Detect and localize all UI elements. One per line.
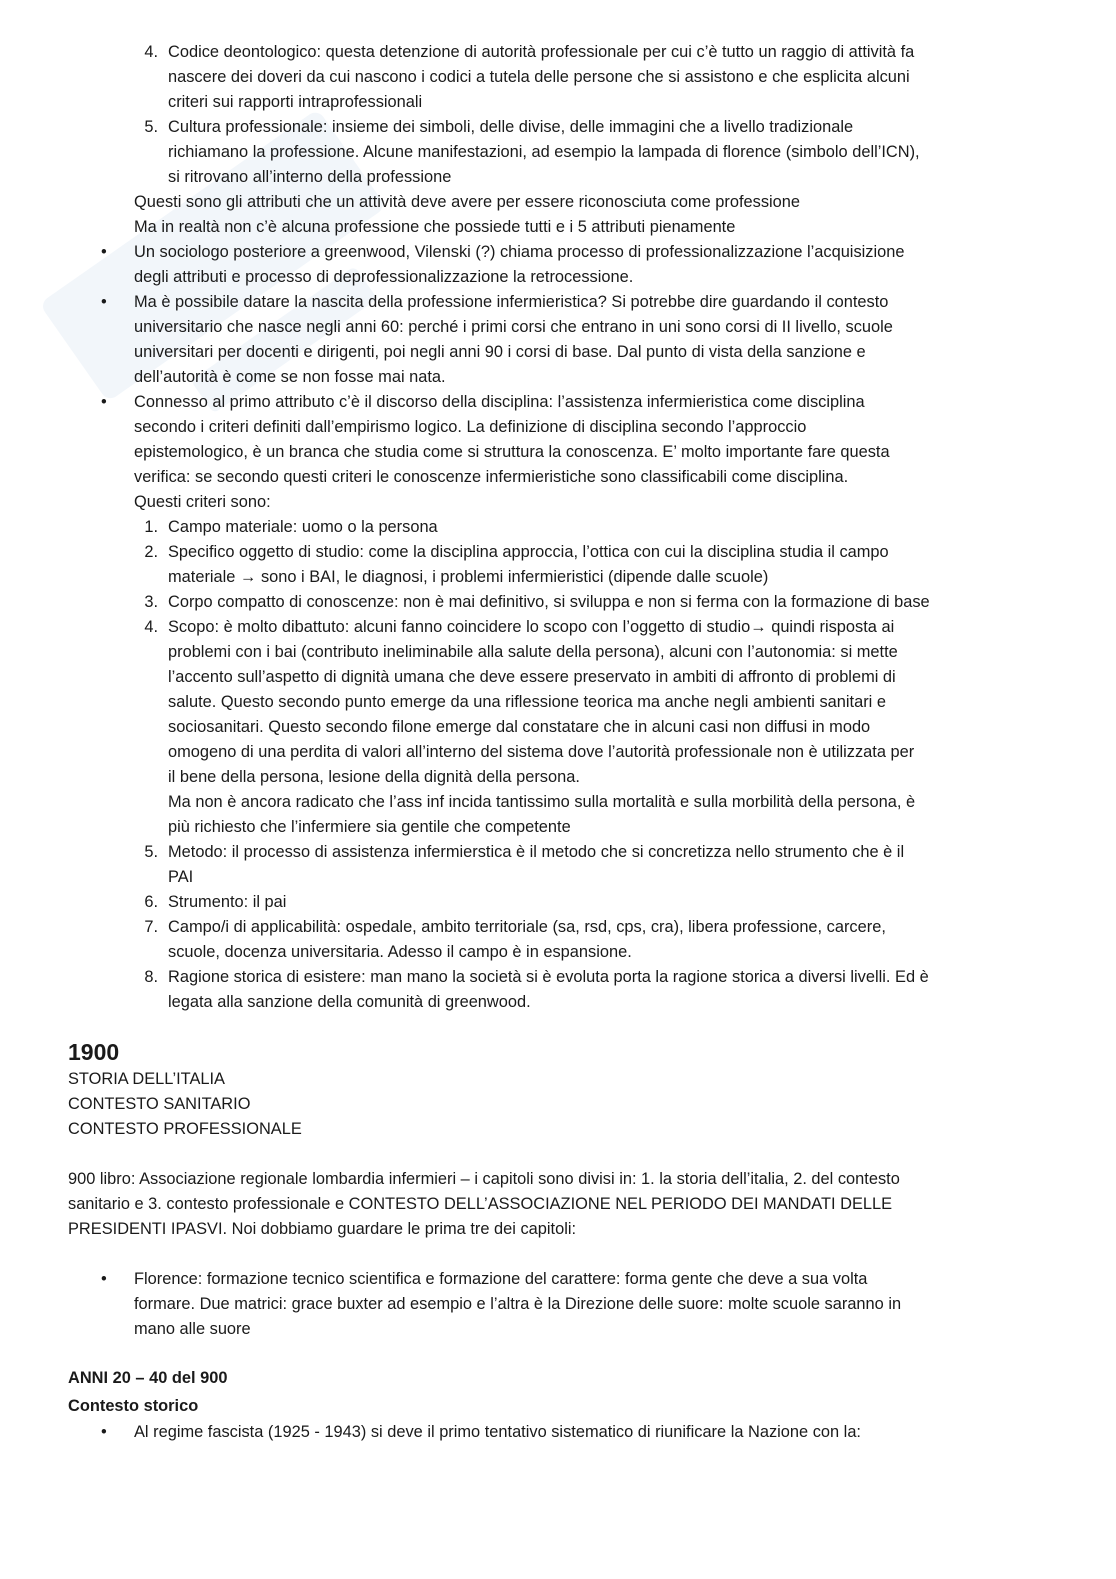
text-line: sociosanitari. Questo secondo filone emerge dal constatare che in alcuni casi non diffusi in modo	[168, 718, 871, 736]
bullet-dot-icon: •	[101, 243, 107, 261]
text-line: Cultura professionale: insieme dei simboli, delle divise, delle immagini che a livello tradizionale	[168, 118, 854, 136]
text-line: Questi sono gli attributi che un attività deve avere per essere riconosciuta come professione	[134, 193, 800, 211]
text-line: criteri sui rapporti intraprofessionali	[168, 93, 423, 111]
list-item	[68, 515, 1048, 540]
text-line	[168, 615, 1048, 640]
list-number: 4.	[144, 618, 158, 636]
text-line: 900 libro: Associazione regionale lombardia infermieri – i capitoli sono divisi in: 1. la storia dell’italia, 2. del contesto	[68, 1170, 900, 1188]
bullet-dot-icon: •	[101, 1270, 107, 1288]
text-span: quindi risposta ai	[771, 618, 895, 636]
text-line: universitario che nasce negli anni 60: perché i primi corsi che entrano in uni sono corsi di II livello, scuole	[134, 318, 893, 336]
numbered-list-criteria	[68, 515, 1048, 1015]
list-item	[68, 915, 1048, 965]
text-line: Un sociologo posteriore a greenwood, Vilenski (?) chiama processo di professionalizzazione l’acquisizione	[134, 243, 905, 261]
text-line: Al regime fascista (1925 - 1943) si deve il primo tentativo sistematico di riunificare la Nazione con la:	[134, 1423, 861, 1441]
text-line: dell’autorità è come se non fosse mai nata.	[134, 368, 446, 386]
bullet-item	[68, 290, 1048, 390]
text-line: Ragione storica di esistere: man mano la società si è evoluta porta la ragione storica a diversi livelli. Ed è	[168, 968, 929, 986]
numbered-list-attributes	[68, 40, 1048, 190]
text-line: problemi con i bai (contributo ineliminabile alla salute della persona), alcuni con l’autonomia: si mette	[168, 643, 898, 661]
text-line: salute. Questo secondo punto emerge da una riflessione teorica ma anche negli ambienti sanitari e	[168, 693, 886, 711]
list-number: 4.	[144, 43, 158, 61]
text-line: PRESIDENTI IPASVI. Noi dobbiamo guardare le prima tre dei capitoli:	[68, 1220, 577, 1238]
text-line: Campo/i di applicabilità: ospedale, ambito territoriale (sa, rsd, cps, cra), libera professione, carcere,	[168, 918, 886, 936]
text-line: Metodo: il processo di assistenza infermierstica è il metodo che si concretizza nello strumento che è il	[168, 843, 905, 861]
text-line: Ma è possibile datare la nascita della professione infermieristica? Si potrebbe dire guardando il contesto	[134, 293, 889, 311]
list-item	[68, 115, 1048, 190]
text-line: legata alla sanzione della comunità di greenwood.	[168, 993, 531, 1011]
list-item	[68, 590, 1048, 615]
list-number: 3.	[144, 593, 158, 611]
text-line: Codice deontologico: questa detenzione di autorità professionale per cui c’è tutto un raggio di attività fa	[168, 43, 915, 61]
text-line: l’accento sull’aspetto di dignità umana che deve essere preservato in ambiti di affronto di problemi di	[168, 668, 896, 686]
text-line: universitari per docenti e dirigenti, poi negli anni 90 i corsi di base. Dal punto di vista della sanzione e	[134, 343, 866, 361]
text-line: Strumento: il pai	[168, 893, 287, 911]
bullet-item	[68, 1267, 1048, 1342]
list-item	[68, 840, 1048, 890]
bullet-dot-icon: •	[101, 293, 107, 311]
text-line: PAI	[168, 868, 194, 886]
text-line: Ma in realtà non c’è alcuna professione che possiede tutti e i 5 attributi pienamente	[134, 218, 736, 236]
text-line: scuole, docenza universitaria. Adesso il campo è in espansione.	[168, 943, 632, 961]
list-number: 8.	[144, 968, 158, 986]
list-item	[68, 965, 1048, 1015]
list-number: 5.	[144, 118, 158, 136]
text-line: più richiesto che l’infermiere sia gentile che competente	[168, 818, 571, 836]
text-line: mano alle suore	[134, 1320, 251, 1338]
text-line: Specifico oggetto di studio: come la disciplina approccia, l’ottica con cui la disciplina studia il campo	[168, 543, 889, 561]
text-line: Ma non è ancora radicato che l’ass inf incida tantissimo sulla mortalità e sulla morbilità della persona, è	[168, 793, 916, 811]
list-number: 1.	[144, 518, 158, 536]
list-number: 7.	[144, 918, 158, 936]
text-line: degli attributi e processo di deprofessionalizzazione la retrocessione.	[134, 268, 634, 286]
list-item	[68, 40, 1048, 115]
text-line: Corpo compatto di conoscenze: non è mai definitivo, si sviluppa e non si ferma con la formazione di base	[168, 593, 930, 611]
right-arrow-icon: →	[239, 568, 257, 586]
section-subheading-contesto-storico: Contesto storico	[68, 1397, 199, 1415]
list-item	[68, 540, 1048, 590]
list-number: 2.	[144, 543, 158, 561]
paragraph-libro	[68, 1167, 1048, 1242]
bullet-item	[68, 240, 1048, 290]
section-heading-1900: 1900	[68, 1039, 120, 1065]
bullet-list-b	[68, 1267, 1048, 1342]
text-line: Campo materiale: uomo o la persona	[168, 518, 438, 536]
document-page	[68, 40, 1048, 1445]
text-line: CONTESTO SANITARIO	[68, 1095, 251, 1113]
text-line: verifica: se secondo questi criteri le conoscenze infermieristiche sono classificabili come disciplina.	[134, 468, 849, 486]
section-heading-anni: ANNI 20 – 40 del 900	[68, 1369, 228, 1387]
text-line: Questi criteri sono:	[134, 493, 271, 511]
text-line: nascere dei doveri da cui nascono i codici a tutela delle persone che si assistono e che esplicita alcuni	[168, 68, 910, 86]
text-line: CONTESTO PROFESSIONALE	[68, 1120, 302, 1138]
bullet-dot-icon: •	[101, 393, 107, 411]
paragraph-after-list	[68, 190, 1048, 240]
list-item	[68, 615, 1048, 840]
list-item	[68, 890, 1048, 915]
text-line: epistemologico, è un branca che studia come si struttura la conoscenza. E’ molto importante fare questa	[134, 443, 890, 461]
text-line: secondo i criteri definiti dall’empirismo logico. La definizione di disciplina secondo l’approccio	[134, 418, 807, 436]
text-line: Connesso al primo attributo c’è il discorso della disciplina: l’assistenza infermieristica come disciplina	[134, 393, 865, 411]
list-number: 5.	[144, 843, 158, 861]
text-line: STORIA DELL’ITALIA	[68, 1070, 225, 1088]
text-span: sono i BAI, le diagnosi, i problemi infermieristici (dipende dalle scuole)	[260, 568, 769, 586]
right-arrow-icon: →	[750, 618, 767, 636]
section-subheadings	[68, 1067, 1048, 1142]
bullet-item	[68, 1420, 1048, 1445]
bullet-list-a	[68, 240, 1048, 515]
bullet-list-c	[68, 1420, 1048, 1445]
text-line: sanitario e 3. contesto professionale e CONTESTO DELL’ASSOCIAZIONE NEL PERIODO DEI MANDATI DELLE	[68, 1195, 893, 1213]
bullet-dot-icon: •	[101, 1423, 107, 1441]
text-line: Florence: formazione tecnico scientifica e formazione del carattere: forma gente che deve a sua volta	[134, 1270, 868, 1288]
text-line: formare. Due matrici: grace buxter ad esempio e l’altra è la Direzione delle suore: molte scuole saranno in	[134, 1295, 902, 1313]
text-line: il bene della persona, lesione della dignità della persona.	[168, 768, 580, 786]
text-span: materiale	[168, 568, 236, 586]
bullet-item	[68, 390, 1048, 515]
text-line	[168, 565, 1048, 590]
text-line: si ritrovano all’interno della professione	[168, 168, 452, 186]
list-number: 6.	[144, 893, 158, 911]
text-line: omogeno di una perdita di valori all’interno del sistema dove l’autorità professionale non è utilizzata per	[168, 743, 915, 761]
text-line: richiamano la professione. Alcune manifestazioni, ad esempio la lampada di florence (simbolo dell’ICN),	[168, 143, 920, 161]
text-span: Scopo: è molto dibattuto: alcuni fanno coincidere lo scopo con l’oggetto di studio	[168, 618, 751, 636]
